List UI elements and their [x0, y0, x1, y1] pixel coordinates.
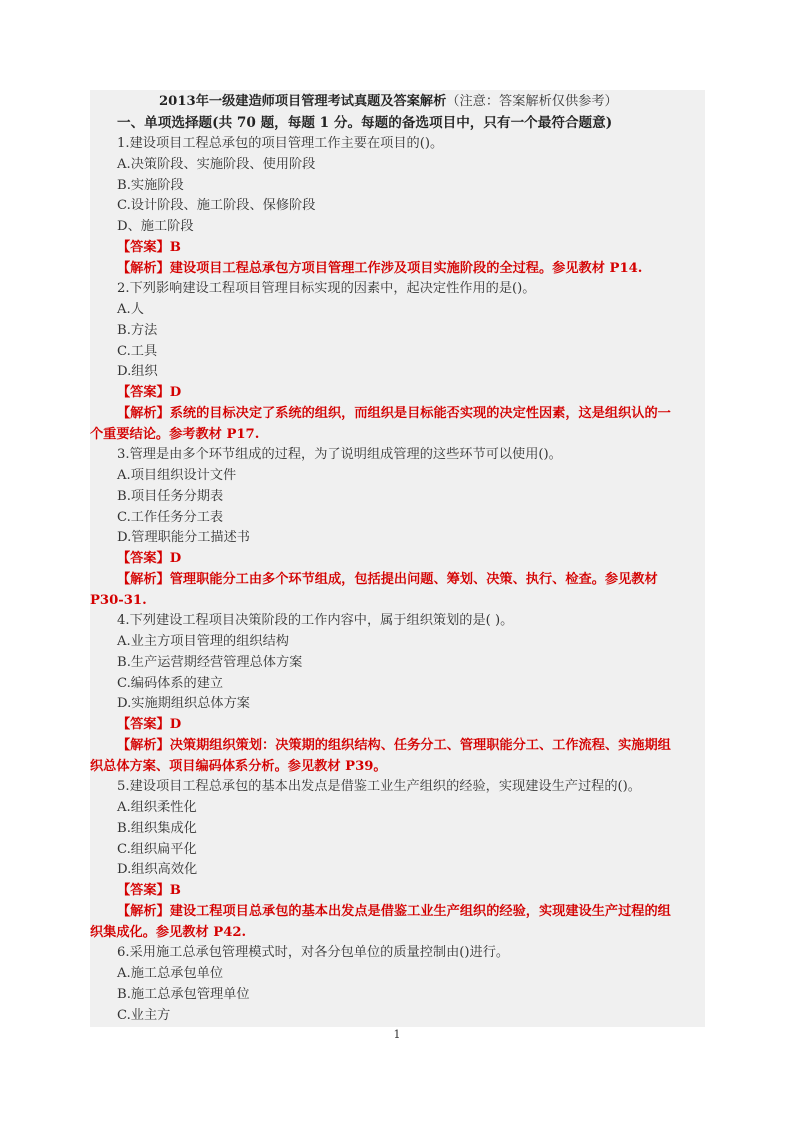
answer-option: B.施工总承包管理单位 — [117, 986, 250, 1002]
title-note: （注意：答案解析仅供参考） — [446, 94, 618, 109]
answer-option: B.方法 — [117, 322, 158, 338]
analysis-text: 【解析】系统的目标决定了系统的组织，而组织是目标能否实现的决定性因素，这是组织认的一 — [117, 405, 671, 421]
answer-option: B.组织集成化 — [117, 820, 197, 836]
page-number: 1 — [393, 1028, 401, 1041]
question-stem: 4.下列建设工程项目决策阶段的工作内容中，属于组织策划的是( )。 — [117, 613, 514, 629]
answer-option: A.项目组织设计文件 — [117, 468, 237, 483]
answer-key: 【答案】D — [117, 717, 182, 732]
page-title — [159, 92, 774, 113]
question-stem: 6.采用施工总承包管理模式时，对各分包单位的质量控制由()进行。 — [117, 945, 510, 961]
answer-option: D.组织 — [117, 364, 158, 380]
answer-option: A.决策阶段、实施阶段、使用阶段 — [117, 156, 316, 172]
question-stem: 2.下列影响建设工程项目管理目标实现的因素中，起决定性作用的是()。 — [117, 281, 536, 297]
answer-option: A.施工总承包单位 — [117, 966, 224, 981]
answer-option: D.组织高效化 — [117, 862, 198, 878]
answer-key: 【答案】D — [117, 385, 182, 400]
answer-option: C.工具 — [117, 343, 158, 359]
answer-key: 【答案】B — [117, 883, 181, 898]
question-stem: 1.建设项目工程总承包的项目管理工作主要在项目的()。 — [117, 136, 444, 151]
analysis-text: 【解析】建设项目工程总承包方项目管理工作涉及项目实施阶段的全过程。参见教材 P14. — [117, 260, 643, 276]
page-content — [90, 90, 705, 1027]
answer-option: B.实施阶段 — [117, 177, 184, 193]
answer-key: 【答案】D — [117, 551, 182, 566]
answer-option: B.生产运营期经营管理总体方案 — [117, 654, 303, 670]
answer-option: D、施工阶段 — [117, 219, 194, 234]
answer-option: A.人 — [117, 302, 144, 317]
analysis-text: 【解析】决策期组织策划：决策期的组织结构、任务分工、管理职能分工、工作流程、实施期组 — [117, 737, 671, 753]
analysis-text: 【解析】建设工程项目总承包的基本出发点是借鉴工业生产组织的经验，实现建设生产过程的组 — [117, 903, 671, 919]
section-heading: 一、单项选择题(共 70 题，每题 1 分。每题的备选项目中，只有一个最符合题意) — [117, 115, 613, 131]
analysis-continuation: 个重要结论。参考教材 P17. — [90, 426, 260, 442]
answer-option: C.编码体系的建立 — [117, 675, 224, 691]
question-stem: 5.建设项目工程总承包的基本出发点是借鉴工业生产组织的经验，实现建设生产过程的()。 — [117, 779, 641, 795]
answer-option: C.业主方 — [117, 1007, 171, 1023]
answer-option: C.工作任务分工表 — [117, 509, 224, 525]
answer-option: C.组织扁平化 — [117, 841, 197, 857]
analysis-text: 【解析】管理职能分工由多个环节组成，包括提出问题、筹划、决策、执行、检查。参见教材 — [117, 571, 658, 587]
analysis-continuation: 织总体方案、项目编码体系分析。参见教材 P39。 — [90, 758, 387, 774]
answer-option: D.实施期组织总体方案 — [117, 696, 250, 712]
answer-option: A.组织柔性化 — [117, 800, 197, 815]
answer-option: D.管理职能分工描述书 — [117, 530, 250, 546]
answer-option: C.设计阶段、施工阶段、保修阶段 — [117, 198, 316, 214]
title-main: 2013年一级建造师项目管理考试真题及答案解析 — [159, 94, 447, 109]
answer-key: 【答案】B — [117, 239, 181, 255]
analysis-continuation: 织集成化。参见教材 P42. — [90, 924, 247, 940]
answer-option: A.业主方项目管理的组织结构 — [117, 634, 289, 649]
analysis-continuation: P30-31. — [90, 592, 147, 608]
answer-option: B.项目任务分期表 — [117, 488, 224, 504]
question-stem: 3.管理是由多个环节组成的过程，为了说明组成管理的这些环节可以使用()。 — [117, 447, 562, 463]
